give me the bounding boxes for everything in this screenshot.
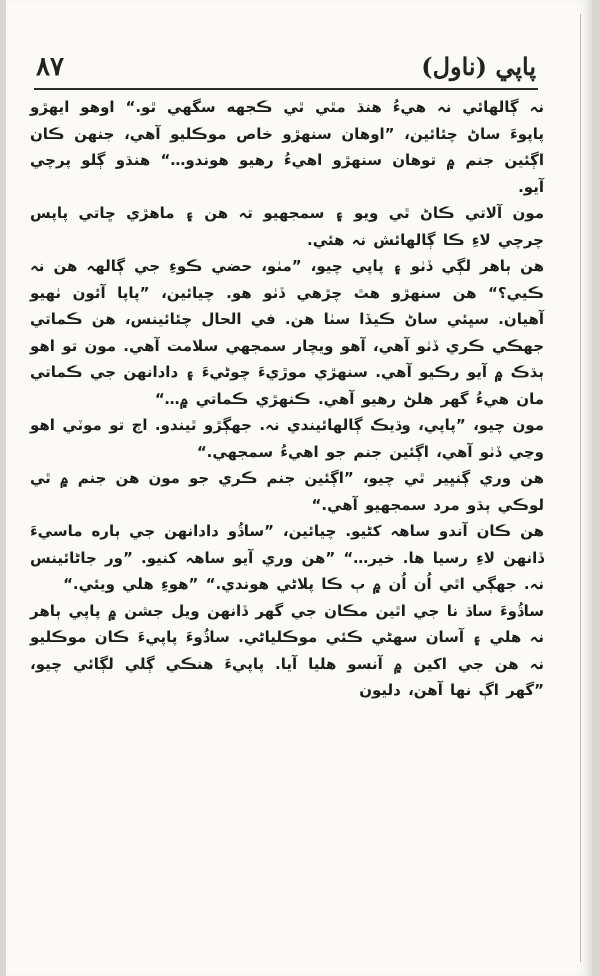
book-page — [6, 0, 592, 976]
page-edge — [580, 14, 581, 962]
paragraph: هن ڪان آندو ساهہ کڻيو. چيائين، ”ساڌُو دادانهن جي ٻاره ماسيءَ ڏانهن لاءِ رسيا ها. خير…“ ”هن وري آيو ساهہ کنيو. ”ور جاڻائينس نہ. جهڳي اٿي اُن اُن ۾ ٻ ڪا پلاڻي هوندي.“ ”هوءِ هلي ويئي.“ — [30, 522, 544, 593]
paragraph: ساڌُوءَ ساڌ نا جي اٿين مڪان جي گهر ڏانهن ويل جشن ۾ پاپي ٻاهر نہ هلي ۽ آسان سهڻي ڪئي موڪلياڻي. ساڌُوءَ پاپيءَ ڪان موڪليو نہ هن جي اکين ۾ آنسو هليا آيا. پاپيءَ هنڪي ڳلي لڳائي چيو، ”گهر اڳ نها آهن، دليون — [30, 601, 544, 699]
paragraph: هن وري ڳنڀير ٿي چيو، ”اڳئين جنم ڪري جو مون هن جنم ۾ ٿي لوڪي ٻڌو مرد سمجهيو آهي.“ — [30, 469, 544, 514]
body-text — [30, 94, 544, 954]
paragraph: مون آلاتي ڪاڻ ٿي ويو ۽ سمجهيو تہ هن ۽ ماهڙي ڇاتي پاپس چرچي لاءِ ڪا ڳالهائش نہ هئي. — [30, 204, 544, 249]
paragraph: نہ ڳالهائي نہ هيءُ هنڌ مٿي ٿي ڪجهه سگهي ٿو.“ اوهو ايهڙو پاپوءَ ساڻ چئائين، ”اوهان سنهڙو خاص موڪليو آهي، جنهن ڪان اڳئين جنم ۾ توهان سنهڙو اهيءُ رهيو هوندو…“ هنڌو ڳلو پرچي آيو. — [30, 98, 544, 196]
paragraph: هن ٻاهر لڳي ڏٺو ۽ پاپي چيو، ”مٺو، حضي ڪوءِ جي ڳالهہ هن نہ ڪيي؟“ هن سنهڙو هٿ چڙهي ڏٺو هو. چيائين، ”پاپا آئون ٺهيو آهيان. سڀئي ساڻ ڪيڏا سٺا هن. في الحال چئائينس، هن ڪماتي جهڪي ڪري ڏٺو آهي، آهو ويچار سمجهي سلامت آهي. مون تو اهو ٻڌڪ ۾ آيو رڪيو آهي. سنهڙي موڙيءَ چوڻيءَ ۽ دادانهن جي ڪماتي مان هيءُ گهر هلڻ رهيو آهي. ڪنهڙي ڪماتي ۾…“ — [30, 257, 544, 408]
running-title: پاپي (ناول) — [421, 52, 536, 81]
paragraph: مون چيو، ”پاپي، وڌيڪ ڳالهائيندي نہ. جهڳڙو ٿيندو. اڄ تو موٽي اهو وڃي ڏٺو آهي، اڳئين جنم جو اهيءُ سمجهي.“ — [30, 416, 544, 461]
page-header — [34, 48, 538, 90]
page-number: ٨٧ — [36, 52, 64, 82]
